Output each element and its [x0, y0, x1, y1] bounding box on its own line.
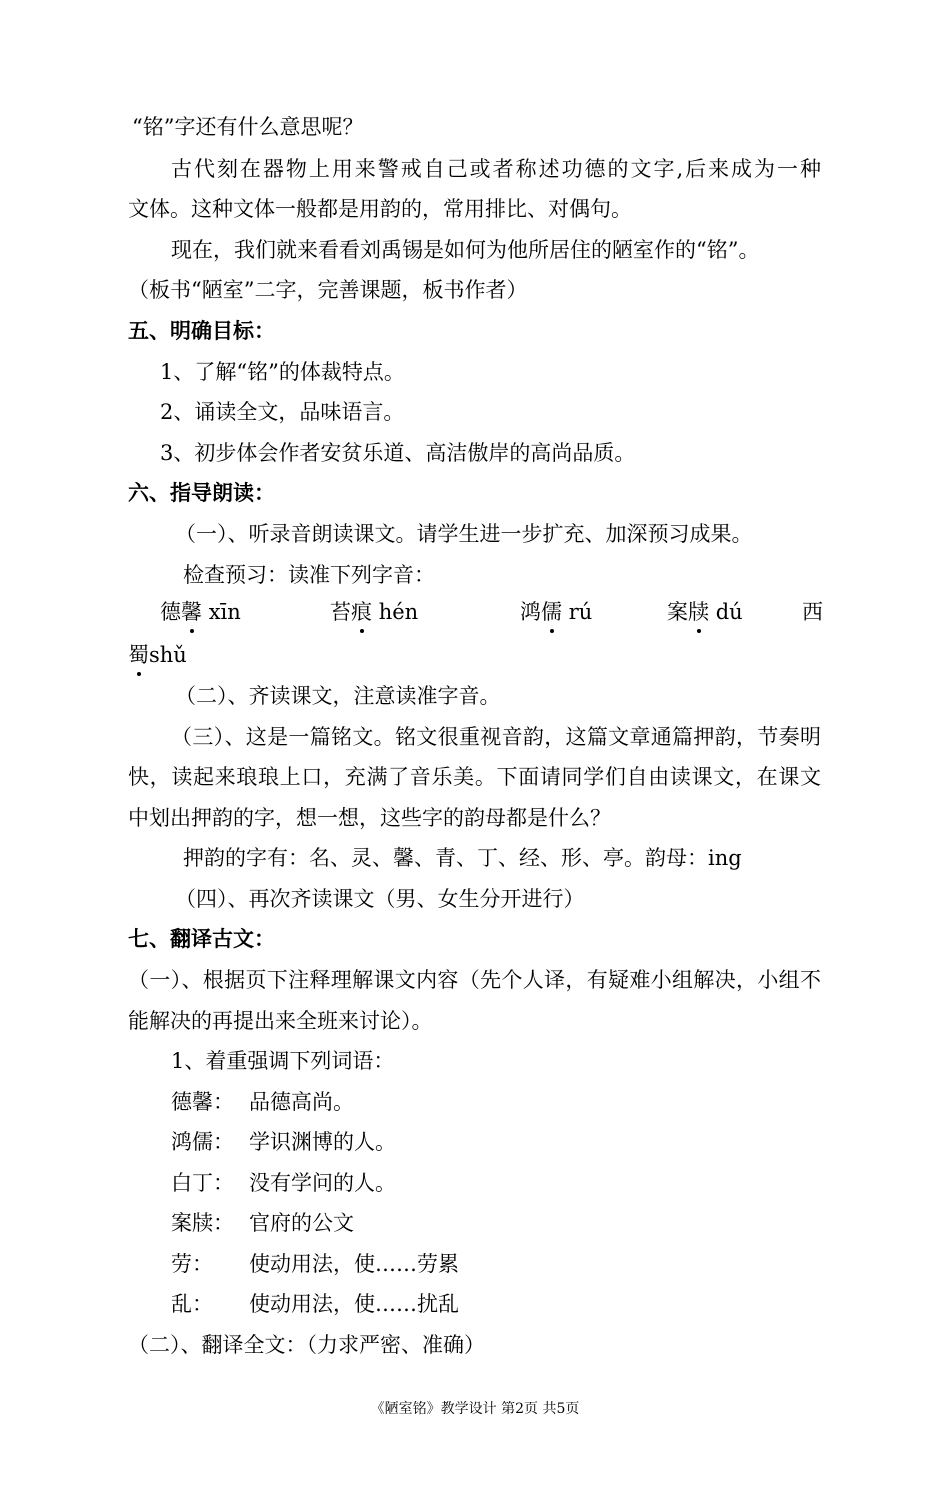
pron-item-dexin: 德馨 xīn [160, 597, 241, 627]
reading-step3-line2: 快，读起来琅琅上口，充满了音乐美。下面请同学们自由读课文，在课文 [128, 765, 821, 789]
pron-item-xishu-first: 西 [802, 600, 823, 624]
reading-step1: （一）、听录音朗读课文。请学生进一步扩充、加深预习成果。 [175, 522, 753, 546]
para-ming-meaning-line1: 古代刻在器物上用来警戒自己或者称述功德的文字,后来成为一种 [171, 157, 821, 181]
check-preview: 检查预习：读准下列字音： [183, 563, 435, 587]
goal-item-3: 3、初步体会作者安贫乐道、高洁傲岸的高尚品质。 [160, 441, 636, 465]
term-hongru: 鸿儒： 学识渊博的人。 [171, 1130, 396, 1154]
term-baiding: 白丁： 没有学问的人。 [171, 1171, 396, 1195]
term-luan: 乱： 使动用法，使……扰乱 [171, 1292, 459, 1316]
goal-item-1: 1、了解“铭”的体裁特点。 [160, 360, 405, 384]
section5-heading: 五、明确目标： [128, 319, 275, 343]
translate-step2: （二）、翻译全文：（力求严密、准确） [128, 1333, 485, 1357]
para-now-line1: 现在，我们就来看看刘禹锡是如何为他所居住的陋室作的“铭”。 [171, 238, 760, 262]
reading-step4: （四）、再次齐读课文（男、女生分开进行） [175, 887, 585, 911]
para-ming-meaning-line2: 文体。这种文体一般都是用韵的，常用排比、对偶句。 [128, 197, 632, 221]
section7-heading: 七、翻译古文： [128, 927, 275, 951]
pron-item-hongru: 鸿儒 rú [520, 597, 592, 627]
rhyme-words: 押韵的字有：名、灵、馨、青、丁、经、形、亭。韵母：ing [183, 846, 742, 870]
page-footer: 《陋室铭》教学设计 第2页 共5页 [370, 1401, 580, 1417]
reading-step3-line1: （三）、这是一篇铭文。铭文很重视音韵，这篇文章通篇押韵，节奏明 [171, 725, 821, 749]
pron-item-andu: 案牍 dú [667, 597, 743, 627]
section6-heading: 六、指导朗读： [128, 481, 275, 505]
para-now-line2: （板书“陋室”二字，完善课题，板书作者） [128, 278, 528, 302]
pron-item-xishu-second: 蜀shǔ [128, 640, 187, 670]
term-lao: 劳： 使动用法，使……劳累 [171, 1252, 459, 1276]
translate-step1-line1: （一）、根据页下注释理解课文内容（先个人译，有疑难小组解决，小组不 [128, 968, 821, 992]
term-andu: 案牍： 官府的公文 [171, 1211, 354, 1235]
key-words-subheading: 1、着重强调下列词语： [171, 1049, 395, 1073]
para-ming-question: “铭”字还有什么意思呢？ [132, 115, 364, 139]
pron-item-taihen: 苔痕 hén [330, 597, 418, 627]
reading-step3-line3: 中划出押韵的字，想一想，这些字的韵母都是什么？ [128, 806, 611, 830]
reading-step2: （二）、齐读课文，注意读准字音。 [175, 684, 501, 708]
translate-step1-line2: 能解决的再提出来全班来讨论）。 [128, 1009, 433, 1033]
term-dexin: 德馨： 品德高尚。 [171, 1090, 354, 1114]
goal-item-2: 2、诵读全文，品味语言。 [160, 400, 405, 424]
